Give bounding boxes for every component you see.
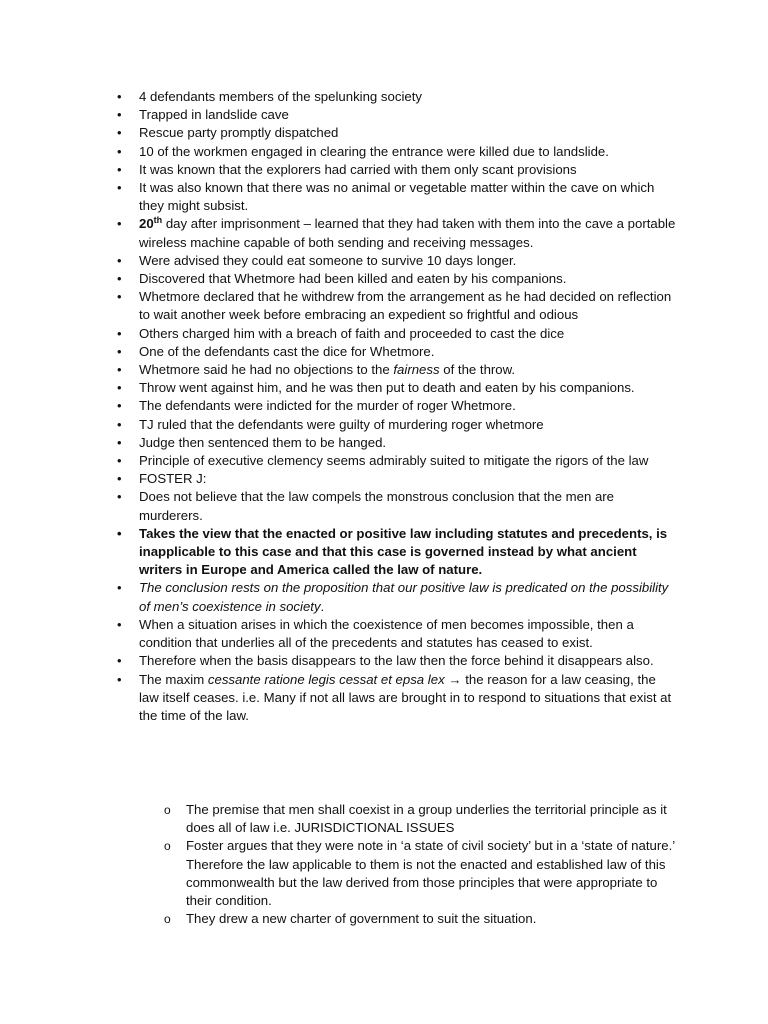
list-item-text: The maxim bbox=[139, 671, 208, 687]
sub-bullet-list bbox=[186, 801, 686, 928]
list-item: • Were advised they could eat someone to survive 10 days longer. bbox=[139, 252, 679, 270]
sub-list-item: o They drew a new charter of government to suit the situation. bbox=[186, 910, 686, 928]
list-item: • Trapped in landslide cave bbox=[139, 106, 679, 124]
list-item: • Throw went against him, and he was then put to death and eaten by his companions. bbox=[139, 379, 679, 397]
list-item: • The defendants were indicted for the murder of roger Whetmore. bbox=[139, 397, 679, 415]
list-item: • Discovered that Whetmore had been killed and eaten by his companions. bbox=[139, 270, 679, 288]
list-item: • Others charged him with a breach of faith and proceeded to cast the dice bbox=[139, 325, 679, 343]
list-item: • Rescue party promptly dispatched bbox=[139, 124, 679, 142]
list-item: • It was known that the explorers had carried with them only scant provisions bbox=[139, 161, 679, 179]
list-item-bold: • Takes the view that the enacted or positive law including statutes and precedents, is inapplicable to this case and that this case is governed instead by what ancient writers in Europe and America called the law of nature. bbox=[139, 525, 679, 580]
latin-maxim: cessante ratione legis cessat et epsa lex bbox=[207, 671, 445, 687]
list-item: • Therefore when the basis disappears to the law then the force behind it disappears also. bbox=[139, 652, 679, 670]
list-item: • Whetmore declared that he withdrew from the arrangement as he had decided on reflection to wait another week before embracing an expedient so frightful and odious bbox=[139, 288, 679, 324]
list-item: • Judge then sentenced them to be hanged. bbox=[139, 434, 679, 452]
list-item: • 4 defendants members of the spelunking society bbox=[139, 88, 679, 106]
day-number: 20 bbox=[139, 216, 154, 232]
facts-bullet-list bbox=[139, 88, 679, 725]
list-item: • When a situation arises in which the coexistence of men becomes impossible, then a condition that underlies all of the precedents and statutes has ceased to exist. bbox=[139, 616, 679, 652]
sub-list-item: o The premise that men shall coexist in a group underlies the territorial principle as it does all of law i.e. JURISDICTIONAL ISSUES bbox=[186, 801, 686, 837]
list-item: • TJ ruled that the defendants were guilty of murdering roger whetmore bbox=[139, 416, 679, 434]
list-item-text: day after imprisonment – learned that they had taken with them into the cave a portable wireless machine capable of both sending and receiving messages. bbox=[139, 216, 676, 250]
list-item bbox=[139, 215, 679, 251]
list-item: • One of the defendants cast the dice for Whetmore. bbox=[139, 343, 679, 361]
list-item: • 10 of the workmen engaged in clearing the entrance were killed due to landslide. bbox=[139, 143, 679, 161]
list-item bbox=[139, 361, 679, 379]
list-item-text: the reason for a law ceasing, the law itself ceases. i.e. Many if not all laws are brought in to respond to situations that exist at the time of the law. bbox=[139, 671, 672, 723]
sub-list-item: o Foster argues that they were note in ‘a state of civil society’ but in a ‘state of nature.’ Therefore the law applicable to them is not the enacted and established law of this commonwealth but the law derived from those principles that were appropriate to their condition. bbox=[186, 837, 686, 910]
list-item: • The conclusion rests on the proposition that our positive law is predicated on the possibility of men’s coexistence in society. bbox=[139, 579, 679, 615]
day-ordinal-suffix: th bbox=[153, 215, 163, 226]
list-item: • It was also known that there was no animal or vegetable matter within the cave on which they might subsist. bbox=[139, 179, 679, 215]
italic-text: The conclusion rests on the proposition that our positive law is predicated on the possibility of men’s coexistence in society bbox=[139, 580, 669, 614]
list-item-text: Whetmore said he had no objections to the bbox=[139, 362, 394, 378]
right-arrow-icon: → bbox=[448, 671, 462, 687]
list-item: • Principle of executive clemency seems admirably suited to mitigate the rigors of the law bbox=[139, 452, 679, 470]
section-heading: • FOSTER J: bbox=[139, 470, 679, 488]
list-item-text: of the throw. bbox=[439, 362, 516, 378]
list-item bbox=[139, 671, 679, 726]
emphasis-text: fairness bbox=[393, 362, 440, 378]
list-item: • Does not believe that the law compels the monstrous conclusion that the men are murderers. bbox=[139, 488, 679, 524]
